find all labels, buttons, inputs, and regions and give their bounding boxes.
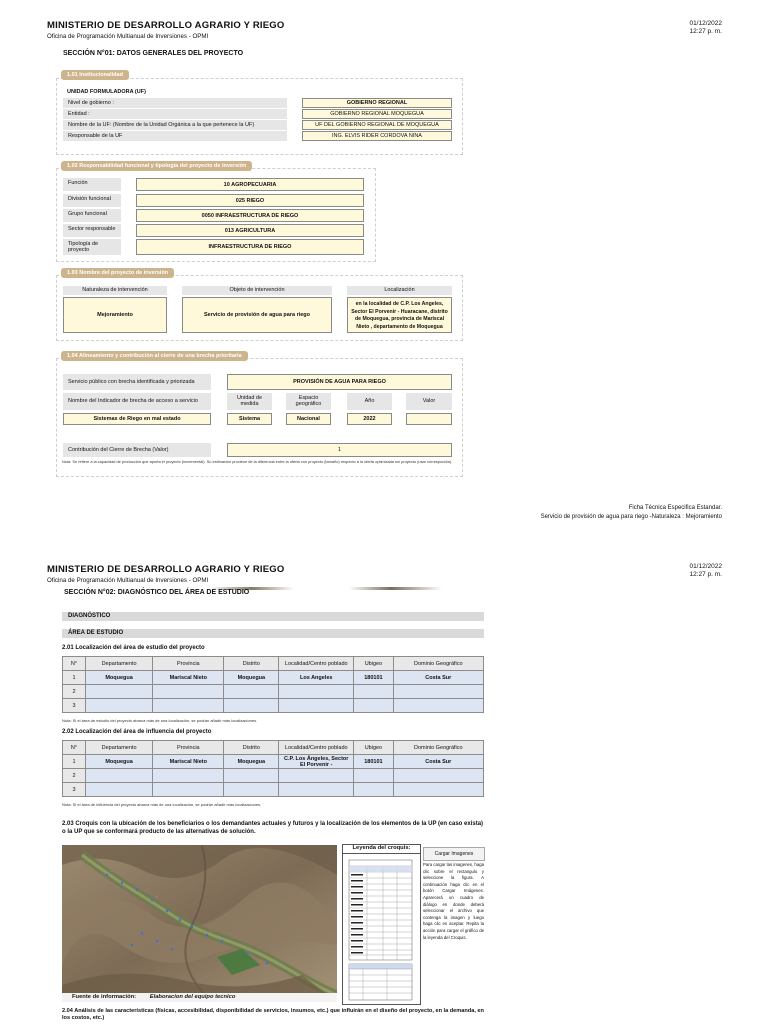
- uf-title: UNIDAD FORMULADORA (UF): [67, 89, 146, 95]
- section-tag-101: 1.01 Institucionalidad: [61, 70, 129, 80]
- legend-title: Leyenda del croquis:: [343, 845, 420, 854]
- office-subtitle-2: Oficina de Programación Multianual de Inversiones - OPMI: [47, 577, 209, 584]
- func-value-tipologia[interactable]: INFRAESTRUCTURA DE RIEGO: [136, 239, 364, 255]
- value-naturaleza[interactable]: Mejoramiento: [63, 297, 167, 333]
- col-ubigeo: Ubigeo: [354, 657, 393, 671]
- table-row: [63, 685, 484, 699]
- cell[interactable]: Moquegua: [224, 671, 279, 685]
- cell[interactable]: [393, 769, 483, 783]
- cell: 1: [63, 671, 86, 685]
- footer-form-name: Ficha Técnica Especifica Estandar.: [628, 505, 722, 511]
- col-n: N°: [63, 657, 86, 671]
- value-localizacion[interactable]: en la localidad de C.P. Los Angeles, Sector El Porvenir - Huaracane, distrito de Moquegua, provincia de Mariscal Nieto , departamento de Moquegua: [347, 297, 452, 333]
- cell[interactable]: [279, 685, 354, 699]
- label-indicador: Nombre del Indicador de brecha de acceso a servicio: [63, 393, 211, 410]
- cell[interactable]: [224, 699, 279, 713]
- header-naturaleza: Naturaleza de intervención: [63, 286, 167, 295]
- col-departamento: Departamento: [86, 741, 153, 755]
- col-localidad: Localidad/Centro poblado: [279, 657, 354, 671]
- subsection-201: 2.01 Localización del área de estudio del proyecto: [62, 645, 205, 651]
- cell[interactable]: [354, 783, 393, 797]
- office-subtitle: Oficina de Programación Multianual de Inversiones - OPMI: [47, 33, 209, 40]
- cell[interactable]: [393, 783, 483, 797]
- svg-text:...: ...: [155, 894, 158, 898]
- cell: 3: [63, 699, 86, 713]
- func-label-grupo: Grupo funcional: [63, 209, 121, 222]
- croquis-legend[interactable]: [342, 844, 421, 1005]
- uf-label-nombre: Nombre de la UF: (Nombre de la Unidad Orgánica a la que pertenece la UF): [63, 120, 287, 130]
- value-servicio[interactable]: PROVISIÓN DE AGUA PARA RIEGO: [227, 374, 452, 390]
- uf-value-entidad[interactable]: GOBIERNO REGIONAL MOQUEGUA: [302, 109, 452, 119]
- subsection-204: 2.04 Análisis de las características (físicas, accesibilidad, disponibilidad de servicios, insumos, etc.) que influirán en el diseño del proyecto, en la demanda, en los costos, etc.): [62, 1008, 484, 1021]
- croquis-map-image[interactable]: [62, 845, 337, 1002]
- header-objeto: Objeto de intervención: [182, 286, 332, 295]
- table-row: [63, 699, 484, 713]
- cell[interactable]: [354, 685, 393, 699]
- section-tag-102: 1.02 Responsabilidad funcional y tipología del proyecto de inversión: [61, 161, 252, 171]
- source-label: Fuente de información:: [72, 994, 137, 1000]
- influence-area-table: [62, 740, 484, 797]
- cell: 3: [63, 783, 86, 797]
- cell[interactable]: Moquegua: [224, 755, 279, 769]
- cell[interactable]: [279, 699, 354, 713]
- cell[interactable]: Costa Sur: [393, 755, 483, 769]
- uf-label-responsable: Responsable de la UF: [63, 131, 287, 141]
- col-ubigeo: Ubigeo: [354, 741, 393, 755]
- print-date: [689, 20, 722, 36]
- ministry-title-2: MINISTERIO DE DESARROLLO AGRARIO Y RIEGO: [47, 564, 285, 575]
- func-label-tipologia: Tipología de proyecto: [63, 239, 121, 255]
- bar-diagnostico: DIAGNÓSTICO: [62, 612, 484, 621]
- value-indicador[interactable]: Sistemas de Riego en mal estado: [63, 413, 211, 425]
- cell: 1: [63, 755, 86, 769]
- cell[interactable]: [153, 685, 224, 699]
- cell: 2: [63, 769, 86, 783]
- cell[interactable]: [224, 769, 279, 783]
- cell: 2: [63, 685, 86, 699]
- header-valor: Valor: [406, 393, 452, 410]
- influence-area-note: Nota: Si el área de influencia del proyecto abarca más de una localización, se podrán añadir más localizaciones.: [62, 802, 262, 807]
- study-area-note: Nota: Si el área de estudio del proyecto abarca más de una localización, se podrán añadir más localizaciones.: [62, 718, 258, 723]
- cell[interactable]: 180101: [354, 755, 393, 769]
- legend-table-image: [343, 854, 418, 1002]
- func-label-funcion: Función: [63, 178, 121, 191]
- subsection-202: 2.02 Localización del área de influencia del proyecto: [62, 729, 212, 735]
- header-unidad: Unidad de medida: [227, 393, 272, 410]
- section-2-title-wrap: [62, 587, 484, 598]
- col-dominio: Dominio Geográfico: [393, 741, 483, 755]
- value-espacio[interactable]: Nacional: [286, 413, 331, 425]
- cell[interactable]: [279, 783, 354, 797]
- uf-label-entidad: Entidad :: [63, 109, 287, 119]
- uf-value-responsable[interactable]: ING. ELVIS RIDER CORDOVA NINA: [302, 131, 452, 141]
- terrain-map: [62, 845, 337, 1002]
- date-text: 01/12/2022: [689, 20, 722, 27]
- col-localidad: Localidad/Centro poblado: [279, 741, 354, 755]
- table-header-row: [63, 657, 484, 671]
- table-row: [63, 769, 484, 783]
- label-contribucion: Contribución del Cierre de Brecha (Valor): [63, 443, 211, 457]
- func-value-sector[interactable]: 013 AGRICULTURA: [136, 224, 364, 237]
- col-provincia: Provincia: [153, 741, 224, 755]
- table-header-row: [63, 741, 484, 755]
- col-distrito: Distrito: [224, 657, 279, 671]
- value-objeto[interactable]: Servicio de provisión de agua para riego: [182, 297, 332, 333]
- cell[interactable]: [153, 699, 224, 713]
- cell[interactable]: [86, 769, 153, 783]
- section-tag-103: 1.03 Nombre del proyecto de inversión: [61, 268, 174, 278]
- cell[interactable]: [279, 769, 354, 783]
- cell[interactable]: C.P. Los Ángeles, Sector El Porvenir -: [279, 755, 354, 769]
- cell[interactable]: [354, 699, 393, 713]
- cell[interactable]: 180101: [354, 671, 393, 685]
- load-images-help: Para cargar las imagenes, haga clic sobre el rectangulo y seleccione la figura. A continuación haga clic en el botón Cargar Imágenes. Aparecerá un cuadro de diálogo en donde deberá seleccionar el archivo que contenga la imagen y luego haga clic en aceptar. Repita la acción para cargar el gráfico de la leyenda del Croquis.: [423, 862, 484, 940]
- col-dominio: Dominio Geográfico: [393, 657, 483, 671]
- col-provincia: Provincia: [153, 657, 224, 671]
- value-valor[interactable]: [406, 413, 452, 425]
- ministry-title: MINISTERIO DE DESARROLLO AGRARIO Y RIEGO: [47, 20, 285, 31]
- cell[interactable]: [86, 783, 153, 797]
- col-distrito: Distrito: [224, 741, 279, 755]
- cell[interactable]: Moquegua: [86, 671, 153, 685]
- source-value: Elaboracion del equipo tecnico: [149, 994, 236, 1000]
- cell[interactable]: Moquegua: [86, 755, 153, 769]
- cell[interactable]: [224, 783, 279, 797]
- cell[interactable]: Costa Sur: [393, 671, 483, 685]
- value-anio[interactable]: 2022: [347, 413, 392, 425]
- svg-text:...: ...: [110, 869, 113, 873]
- cell[interactable]: [86, 685, 153, 699]
- uf-value-nivel[interactable]: GOBIERNO REGIONAL: [302, 98, 452, 108]
- print-date-2: [689, 563, 722, 579]
- load-images-button[interactable]: Cargar Imagenes: [423, 847, 485, 861]
- cell[interactable]: [354, 769, 393, 783]
- page-2: [0, 556, 768, 1024]
- col-n: N°: [63, 741, 86, 755]
- cell[interactable]: [393, 699, 483, 713]
- func-label-sector: Sector responsable: [63, 224, 121, 237]
- header-localizacion: Localización: [347, 286, 452, 295]
- section-2-title: SECCIÓN N°02: DIAGNÓSTICO DEL ÁREA DE ESTUDIO: [64, 589, 250, 596]
- cell[interactable]: [153, 783, 224, 797]
- value-unidad[interactable]: Sistema: [227, 413, 272, 425]
- gap-note: Nota: Se refiere a la capacidad de producción que aporta el proyecto (incremental). Su estimación proviene de la diferencia entre la oferta con proyecto (tamaño) respecto a la oferta optimizada sin proyecto (usar correspondía).: [62, 459, 453, 464]
- section-1-title: SECCIÓN N°01: DATOS GENERALES DEL PROYECTO: [63, 50, 244, 57]
- table-row: [63, 755, 484, 769]
- cell[interactable]: Mariscal Nieto: [153, 671, 224, 685]
- subsection-203: 2.03 Croquis con la ubicación de los beneficiarios o los demandantes actuales y futuros y la localización de los elementos de la UP (en caso exista) o la UP que se conformará producto de las alternativas de solución.: [62, 821, 484, 835]
- cell[interactable]: [393, 685, 483, 699]
- svg-text:...: ...: [210, 929, 213, 933]
- uf-value-nombre[interactable]: UF DEL GOBIERNO REGIONAL DE MOQUEGUA: [302, 120, 452, 130]
- footer-service-name: Servicio de provisión de agua para riego -Naturaleza : Mejoramiento: [540, 514, 722, 520]
- col-departamento: Departamento: [86, 657, 153, 671]
- date-text-2: 01/12/2022: [689, 563, 722, 570]
- cell[interactable]: [86, 699, 153, 713]
- table-row: [63, 783, 484, 797]
- cell[interactable]: [224, 685, 279, 699]
- study-area-table: [62, 656, 484, 713]
- func-value-division[interactable]: 025 RIEGO: [136, 194, 364, 207]
- header-anio: Año: [347, 393, 392, 410]
- bar-area-estudio: ÁREA DE ESTUDIO: [62, 629, 484, 638]
- label-servicio: Servicio público con brecha identificada y priorizada: [63, 374, 211, 390]
- time-text: 12:27 p. m.: [689, 28, 722, 35]
- cell[interactable]: Los Angeles: [279, 671, 354, 685]
- func-value-funcion[interactable]: 10 AGROPECUARIA: [136, 178, 364, 191]
- value-contribucion[interactable]: 1: [227, 443, 452, 457]
- func-value-grupo[interactable]: 0050 INFRAESTRUCTURA DE RIEGO: [136, 209, 364, 222]
- map-source-strip: [62, 993, 337, 1002]
- header-espacio: Espacio geográfico: [286, 393, 331, 410]
- uf-label-nivel: Nivel de gobierno :: [63, 98, 287, 108]
- cell[interactable]: Mariscal Nieto: [153, 755, 224, 769]
- cell[interactable]: [153, 769, 224, 783]
- func-label-division: División funcional: [63, 194, 121, 207]
- section-tag-104: 1.04 Alineamiento y contribución al cierre de una brecha prioritaria: [61, 351, 248, 361]
- table-row: [63, 671, 484, 685]
- time-text-2: 12:27 p. m.: [689, 571, 722, 578]
